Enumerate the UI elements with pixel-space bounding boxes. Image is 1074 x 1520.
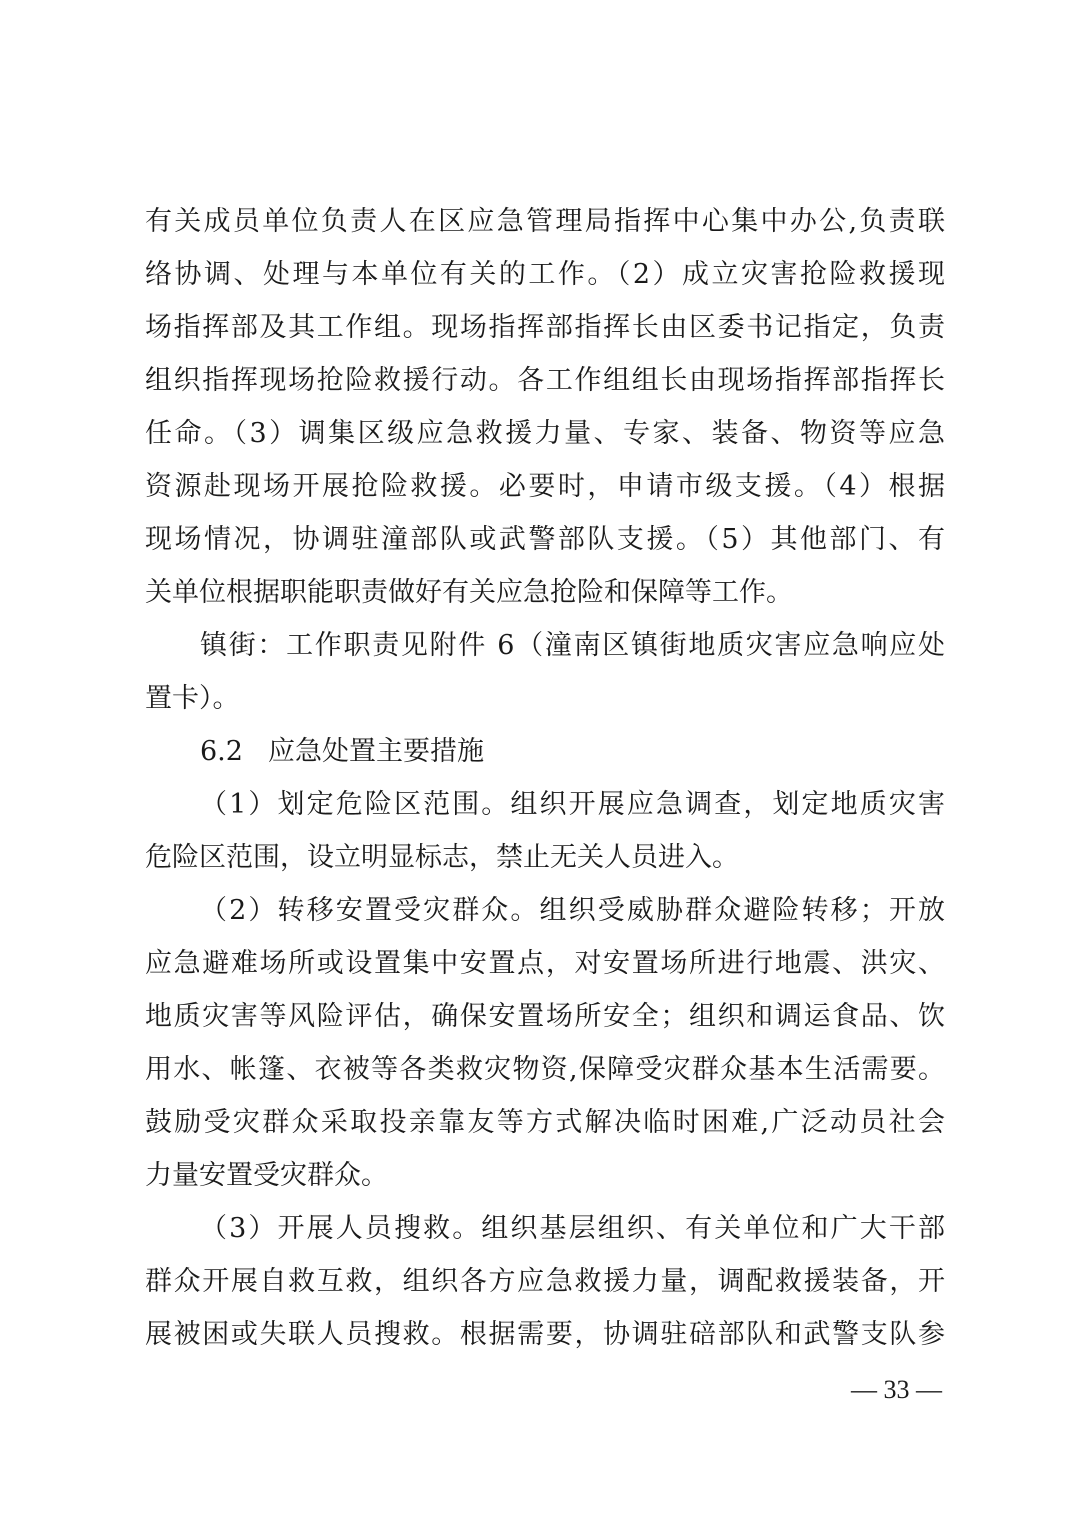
- paragraph-line: 组织指挥现场抢险救援行动。各工作组组长由现场指挥部指挥长: [145, 365, 945, 396]
- section-title: 应急处置主要措施: [268, 736, 484, 767]
- paragraph-line: 置卡）。: [145, 683, 240, 714]
- paragraph-line: 关单位根据职能职责做好有关应急抢险和保障等工作。: [145, 577, 793, 608]
- paragraph-line: （1）划定危险区范围。组织开展应急调查，划定地质灾害: [200, 789, 945, 820]
- paragraph-line: 任命。（3）调集区级应急救援力量、专家、装备、物资等应急: [145, 418, 945, 449]
- section-heading: [200, 734, 484, 770]
- paragraph-line: （2）转移安置受灾群众。组织受威胁群众避险转移；开放: [200, 895, 945, 926]
- page-number: — 33 —: [851, 1375, 942, 1404]
- paragraph-line: 场指挥部及其工作组。现场指挥部指挥长由区委书记指定，负责: [145, 312, 945, 343]
- paragraph-line: 现场情况，协调驻潼部队或武警部队支援。（5）其他部门、有: [145, 524, 945, 555]
- paragraph-line: 镇街：工作职责见附件 6（潼南区镇街地质灾害应急响应处: [200, 630, 945, 661]
- paragraph-line: 有关成员单位负责人在区应急管理局指挥中心集中办公,负责联: [145, 206, 945, 237]
- paragraph-line: 络协调、处理与本单位有关的工作。（2）成立灾害抢险救援现: [145, 259, 945, 290]
- paragraph-line: 展被困或失联人员搜救。根据需要，协调驻碚部队和武警支队参: [145, 1319, 945, 1350]
- section-number: 6.2: [200, 736, 243, 767]
- paragraph-line: 地质灾害等风险评估，确保安置场所安全；组织和调运食品、饮: [145, 1001, 945, 1032]
- paragraph-line: 力量安置受灾群众。: [145, 1160, 388, 1191]
- paragraph-line: 应急避难场所或设置集中安置点，对安置场所进行地震、洪灾、: [145, 948, 945, 979]
- paragraph-line: 用水、帐篷、衣被等各类救灾物资,保障受灾群众基本生活需要。: [145, 1054, 945, 1085]
- paragraph-line: 资源赴现场开展抢险救援。必要时，申请市级支援。（4）根据: [145, 471, 945, 502]
- paragraph-line: 鼓励受灾群众采取投亲靠友等方式解决临时困难,广泛动员社会: [145, 1107, 945, 1138]
- paragraph-line: （3）开展人员搜救。组织基层组织、有关单位和广大干部: [200, 1213, 945, 1244]
- paragraph-line: 群众开展自救互救，组织各方应急救援力量，调配救援装备，开: [145, 1266, 945, 1297]
- paragraph-line: 危险区范围，设立明显标志，禁止无关人员进入。: [145, 842, 739, 873]
